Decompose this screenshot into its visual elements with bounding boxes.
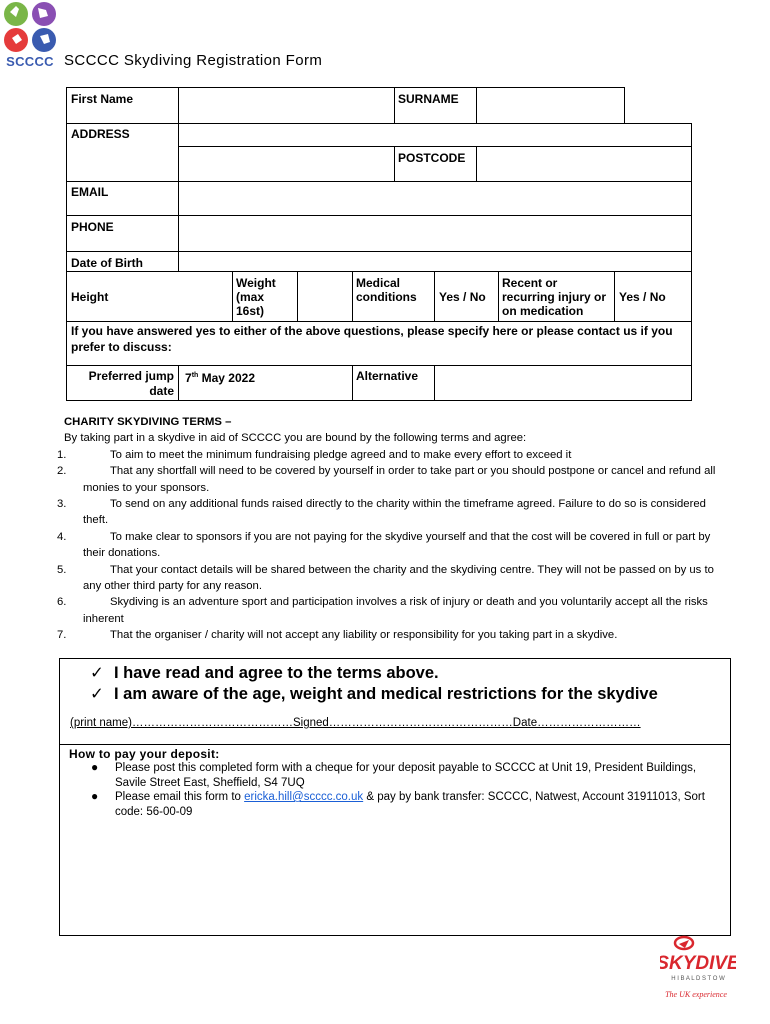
check-icon: ✓ <box>90 663 104 682</box>
check-icon: ✓ <box>90 684 104 703</box>
first-name-label: First Name <box>71 92 134 106</box>
term-text: That any shortfall will need to be covered by yourself in order to take part or you should postpone or cancel and refund all monies to your sponsors. <box>83 465 716 494</box>
address-line2-field[interactable] <box>180 148 392 179</box>
height-label: Height <box>71 290 109 304</box>
skydive-hibaldstow-logo <box>660 935 736 1005</box>
divider <box>60 744 730 745</box>
hands-logo-icon <box>0 0 66 54</box>
term-number: 4. <box>57 530 67 543</box>
email-link[interactable]: ericka.hill@scccc.co.uk <box>244 791 364 803</box>
injury-label: Recent or recurring injury or on medication <box>502 276 607 318</box>
preferred-jump-value[interactable]: 7th May 2022 <box>185 371 256 385</box>
term-text: That the organiser / charity will not accept any liability or responsibility for you taking part in a skydive. <box>110 629 618 642</box>
skydive-location: H I B A L D S T O W <box>671 976 725 982</box>
payment-bullet-email: ● Please email this form to ericka.hill@scccc.co.uk & pay by bank transfer: SCCCC, Natwest, Account 31911013, Sort code: 56-00-09 <box>91 789 705 818</box>
skydive-logo-icon <box>660 935 736 1005</box>
terms-intro: By taking part in a skydive in aid of SCCCC you are bound by the following terms and agree: <box>64 432 527 445</box>
medical-label: Medical conditions <box>356 276 417 304</box>
preferred-jump-label: Preferred jump date <box>88 369 174 398</box>
term-item <box>57 529 734 562</box>
dob-field[interactable] <box>180 253 689 270</box>
postcode-field[interactable] <box>478 148 689 179</box>
term-item <box>57 447 734 463</box>
agree-terms-item[interactable] <box>90 663 439 683</box>
term-number: 6. <box>57 596 67 609</box>
term-text: That your contact details will be shared between the charity and the skydiving centre. They will not be passed on by us to any other third party for any reason. <box>83 563 714 593</box>
alternative-field[interactable] <box>436 367 689 399</box>
agree-terms-text: I have read and agree to the terms above. <box>114 664 439 682</box>
charity-terms <box>57 414 734 644</box>
surname-field[interactable] <box>478 89 622 121</box>
address-field[interactable] <box>180 125 689 145</box>
address-label: ADDRESS <box>71 127 130 141</box>
logo-text: SCCCC <box>6 54 54 69</box>
first-name-field[interactable] <box>180 89 392 121</box>
signature-line[interactable]: (print name)……………………………………Signed…………………………………………Date……………………… <box>70 717 641 729</box>
height-field[interactable] <box>180 273 230 319</box>
phone-field[interactable] <box>180 217 689 249</box>
medical-yes-no[interactable]: Yes / No <box>439 290 486 304</box>
term-number: 5. <box>57 563 67 576</box>
term-text: To aim to meet the minimum fundraising pledge agreed and to make every effort to exceed it <box>110 448 572 461</box>
term-text: To send on any additional funds raised directly to the charity within the timeframe agreed. Failure to do so is considered theft. <box>83 498 706 527</box>
specify-text: If you have answered yes to either of the above questions, please specify here or please contact us if you prefer to discuss: <box>71 324 673 354</box>
terms-list <box>57 447 734 644</box>
weight-field[interactable] <box>299 273 350 319</box>
page-title: SCCCC Skydiving Registration Form <box>64 52 323 69</box>
injury-yes-no[interactable]: Yes / No <box>619 290 666 304</box>
scccc-logo <box>0 0 66 72</box>
term-number: 1. <box>57 448 67 461</box>
payment-heading: How to pay your deposit: <box>69 747 220 761</box>
term-item <box>57 627 734 643</box>
payment-bullet-post: ● Please post this completed form with a cheque for your deposit payable to SCCCC at Unit 19, President Buildings, Savile Street East, Sheffield, S4 7UQ <box>91 760 697 789</box>
term-item <box>57 496 734 529</box>
alternative-label: Alternative <box>356 369 419 383</box>
term-item <box>57 594 734 627</box>
term-number: 3. <box>57 498 67 511</box>
bullet-icon: ● <box>91 760 99 774</box>
term-text: Skydiving is an adventure sport and participation involves a risk of injury or death and you voluntarily accept all the risks inherent <box>83 596 708 625</box>
agree-restrictions-text: I am aware of the age, weight and medical restrictions for the skydive <box>114 685 658 703</box>
postcode-label: POSTCODE <box>398 151 466 165</box>
surname-label: SURNAME <box>398 92 459 106</box>
agreement-box <box>59 658 731 936</box>
bullet-icon: ● <box>91 789 99 803</box>
email-field[interactable] <box>180 183 689 213</box>
weight-label: Weight (max 16st) <box>236 276 276 318</box>
dob-label: Date of Birth <box>71 256 143 270</box>
term-number: 7. <box>57 629 67 642</box>
terms-heading: CHARITY SKYDIVING TERMS – <box>64 416 232 428</box>
email-label: EMAIL <box>71 185 109 199</box>
skydive-tagline: The UK experience <box>665 990 727 999</box>
phone-label: PHONE <box>71 220 114 234</box>
term-text: To make clear to sponsors if you are not paying for the skydive yourself and that the cost will be covered in full or part by their donations. <box>83 530 711 560</box>
term-number: 2. <box>57 465 67 478</box>
term-item <box>57 562 734 595</box>
skydive-brand: SKYDIVE <box>660 953 736 974</box>
term-item <box>57 463 734 496</box>
agree-restrictions-item[interactable] <box>90 684 658 704</box>
